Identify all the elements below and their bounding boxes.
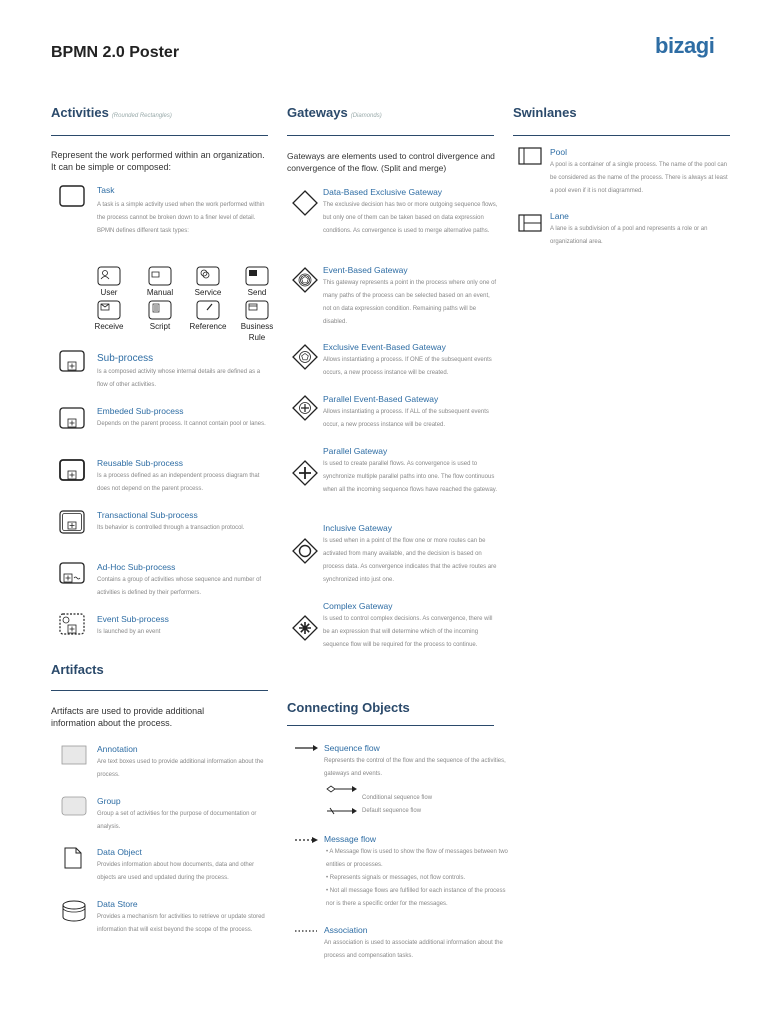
association-desc: An association is used to associate additional information about the process and compensation tasks. bbox=[324, 940, 503, 959]
embedded-sub-process-icon bbox=[59, 407, 85, 429]
task-type-label: Reference bbox=[189, 322, 227, 331]
reusable-sub-process-title: Reusable Sub-process bbox=[97, 458, 183, 468]
embedded-sub-process-desc: Depends on the parent process. It cannot contain pool or lanes. bbox=[97, 421, 266, 427]
bizagi-logo: bizagi bbox=[655, 33, 715, 58]
script-task-icon bbox=[148, 300, 172, 320]
data-store-desc: Provides a mechanism for activities to retrieve or update stored information that will exist beyond the scope of the process. bbox=[97, 914, 265, 933]
business-rule-task-icon bbox=[245, 300, 269, 320]
task-desc: A task is a simple activity used when the work performed within the process cannot be broken down to a finer level of detail. BPMN defines different task types: bbox=[97, 202, 265, 234]
gateway-title: Parallel Gateway bbox=[323, 446, 388, 456]
sequence-flow-desc: Represents the control of the flow and the sequence of the activities, gateways and events. bbox=[324, 758, 506, 777]
event-based-gateway-icon bbox=[291, 266, 319, 294]
gateway-title: Parallel Event-Based Gateway bbox=[323, 394, 439, 404]
annotation-icon bbox=[61, 745, 87, 765]
gateway-desc: Is used when in a point of the flow one or more routes can be activated from many available, and the decision is based on process data. As convergence indicates that the active routes are synchronized into just one. bbox=[323, 538, 497, 583]
artifacts-intro: Artifacts are used to provide additional information about the process. bbox=[51, 706, 205, 728]
gateway-desc: Allows instantiating a process. If ONE of the subsequent events occurs, a new process instance will be created. bbox=[323, 357, 492, 376]
ad-hoc-sub-process-title: Ad-Hoc Sub-process bbox=[97, 562, 176, 572]
gateway-title: Event-Based Gateway bbox=[323, 265, 408, 275]
sub-process-title: Sub-process bbox=[97, 353, 154, 364]
task-type-label: Send bbox=[247, 288, 267, 297]
sub-process-icon bbox=[59, 350, 85, 372]
send-task-icon bbox=[245, 266, 269, 286]
activities-heading bbox=[51, 105, 172, 120]
message-flow-bullet: • Not all message flows are fulfilled for each instance of the process nor is there a specific order for the messages. bbox=[326, 888, 506, 907]
group-desc: Group a set of activities for the purpose of documentation or analysis. bbox=[97, 811, 257, 830]
connecting-objects-title: Connecting Objects bbox=[287, 700, 410, 715]
data-store-icon bbox=[62, 900, 86, 922]
lane-title: Lane bbox=[550, 211, 569, 221]
conditional-flow-label: Conditional sequence flow bbox=[362, 795, 433, 801]
artifacts-title: Artifacts bbox=[51, 662, 104, 677]
gateways-intro: Gateways are elements used to control divergence and convergence of the flow. (Split and merge) bbox=[287, 151, 495, 173]
parallel-gateway-icon bbox=[291, 459, 319, 487]
gateway-desc: Allows instantiating a process. If ALL of the subsequent events occur, a new process instance will be created. bbox=[323, 409, 489, 428]
exclusive-event-based-gateway-icon bbox=[291, 343, 319, 371]
data-object-desc: Provides information about how documents, data and other objects are used and updated during the process. bbox=[97, 862, 255, 881]
gateways-title: Gateways bbox=[287, 105, 348, 120]
transactional-sub-process-title: Transactional Sub-process bbox=[97, 510, 198, 520]
manual-task-icon bbox=[148, 266, 172, 286]
message-flow-bullet: • A Message flow is used to show the flow of messages between two entities or processes. bbox=[326, 849, 508, 868]
task-type-label: Receive bbox=[94, 322, 124, 331]
default-flow-icon bbox=[326, 806, 358, 816]
data-object-icon bbox=[64, 847, 82, 869]
receive-task-icon bbox=[97, 300, 121, 320]
gateway-title: Exclusive Event-Based Gateway bbox=[323, 342, 446, 352]
task-type-label: Business Rule bbox=[240, 322, 274, 342]
reusable-sub-process-desc: Is a process defined as an independent process diagram that does not depend on the parent process. bbox=[97, 473, 260, 492]
association-title: Association bbox=[324, 925, 368, 935]
annotation-desc: Are text boxes used to provide additional information about the process. bbox=[97, 759, 264, 778]
swimlanes-divider bbox=[513, 135, 730, 136]
complex-gateway-icon bbox=[291, 614, 319, 642]
gateways-subtitle: (Diamonds) bbox=[350, 113, 382, 119]
user-task-icon bbox=[97, 266, 121, 286]
event-sub-process-title: Event Sub-process bbox=[97, 614, 169, 624]
gateways-divider bbox=[287, 135, 494, 136]
data-store-title: Data Store bbox=[97, 899, 138, 909]
event-sub-process-desc: Is launched by an event bbox=[97, 629, 161, 635]
gateway-desc: This gateway represents a point in the process where only one of many paths of the process can be selected based on an event, not on data expression condition. Remaining paths will be disabled. bbox=[323, 280, 497, 325]
inclusive-gateway-icon bbox=[291, 537, 319, 565]
event-sub-process-icon bbox=[59, 613, 85, 635]
embedded-sub-process-title: Embeded Sub-process bbox=[97, 406, 184, 416]
gateway-title: Data-Based Exclusive Gateway bbox=[323, 187, 443, 197]
message-flow-arrow-icon bbox=[294, 834, 320, 846]
lane-desc: A lane is a subdivision of a pool and represents a role or an organizational area. bbox=[550, 226, 708, 245]
task-type-label: Manual bbox=[146, 288, 174, 297]
gateway-desc: Is used to create parallel flows. As convergence is used to synchronize multiple parallel paths into one. The flow continuous when all the incoming sequence flows have reached the gateway. bbox=[323, 461, 497, 493]
pool-desc: A pool is a container of a single process. The name of the pool can be considered as the name of the process. There is always at least a pool even if it is not diagrammed. bbox=[550, 162, 728, 194]
gateway-desc: Is used to control complex decisions. As convergence, there will be an expression that will determine which of the incoming sequence flow will be required for the process to continue. bbox=[323, 616, 493, 648]
lane-icon bbox=[518, 214, 542, 232]
ad-hoc-sub-process-desc: Contains a group of activities whose sequence and number of activities is defined by their performers. bbox=[97, 577, 262, 596]
gateway-title: Complex Gateway bbox=[323, 601, 393, 611]
ad-hoc-sub-process-icon bbox=[59, 562, 85, 584]
reference-task-icon bbox=[196, 300, 220, 320]
task-title: Task bbox=[97, 185, 115, 195]
artifacts-divider bbox=[51, 690, 268, 691]
parallel-event-based-gateway-icon bbox=[291, 394, 319, 422]
swimlanes-title: Swinlanes bbox=[513, 105, 577, 120]
message-flow-bullet: • Represents signals or messages, not flow controls. bbox=[326, 875, 466, 881]
task-type-label: Script bbox=[149, 322, 171, 331]
pool-title: Pool bbox=[550, 147, 568, 157]
sequence-flow-arrow-icon bbox=[294, 743, 320, 753]
activities-title: Activities bbox=[51, 105, 109, 120]
sub-process-desc: Is a composed activity whose internal details are defined as a flow of other activities. bbox=[97, 369, 261, 388]
connecting-objects-divider bbox=[287, 725, 494, 726]
activities-divider bbox=[51, 135, 268, 136]
task-type-label: Service bbox=[194, 288, 222, 297]
gateways-heading bbox=[287, 105, 382, 120]
group-icon bbox=[61, 796, 87, 816]
exclusive-gateway-icon bbox=[291, 189, 319, 217]
service-task-icon bbox=[196, 266, 220, 286]
default-flow-label: Default sequence flow bbox=[362, 808, 422, 814]
task-type-label: User bbox=[100, 288, 118, 297]
reusable-sub-process-icon bbox=[59, 459, 85, 481]
pool-icon bbox=[518, 147, 542, 165]
conditional-flow-icon bbox=[326, 784, 358, 794]
transactional-sub-process-desc: Its behavior is controlled through a transaction protocol. bbox=[97, 525, 245, 531]
gateway-desc: The exclusive decision has two or more outgoing sequence flows, but only one of them can be taken based on data expression conditions. As convergence is used to merge alternative paths. bbox=[323, 202, 498, 234]
sequence-flow-title: Sequence flow bbox=[324, 743, 380, 753]
data-object-title: Data Object bbox=[97, 847, 142, 857]
gateway-title: Inclusive Gateway bbox=[323, 523, 392, 533]
page-title: BPMN 2.0 Poster bbox=[51, 44, 180, 61]
association-line-icon bbox=[294, 926, 320, 936]
transactional-sub-process-icon bbox=[59, 510, 85, 534]
message-flow-title: Message flow bbox=[324, 834, 376, 844]
task-icon bbox=[59, 185, 85, 207]
activities-intro: Represent the work performed within an organization. It can be simple or composed: bbox=[51, 150, 265, 172]
group-title: Group bbox=[97, 796, 121, 806]
annotation-title: Annotation bbox=[97, 744, 138, 754]
activities-subtitle: (Rounded Rectangles) bbox=[111, 113, 172, 119]
